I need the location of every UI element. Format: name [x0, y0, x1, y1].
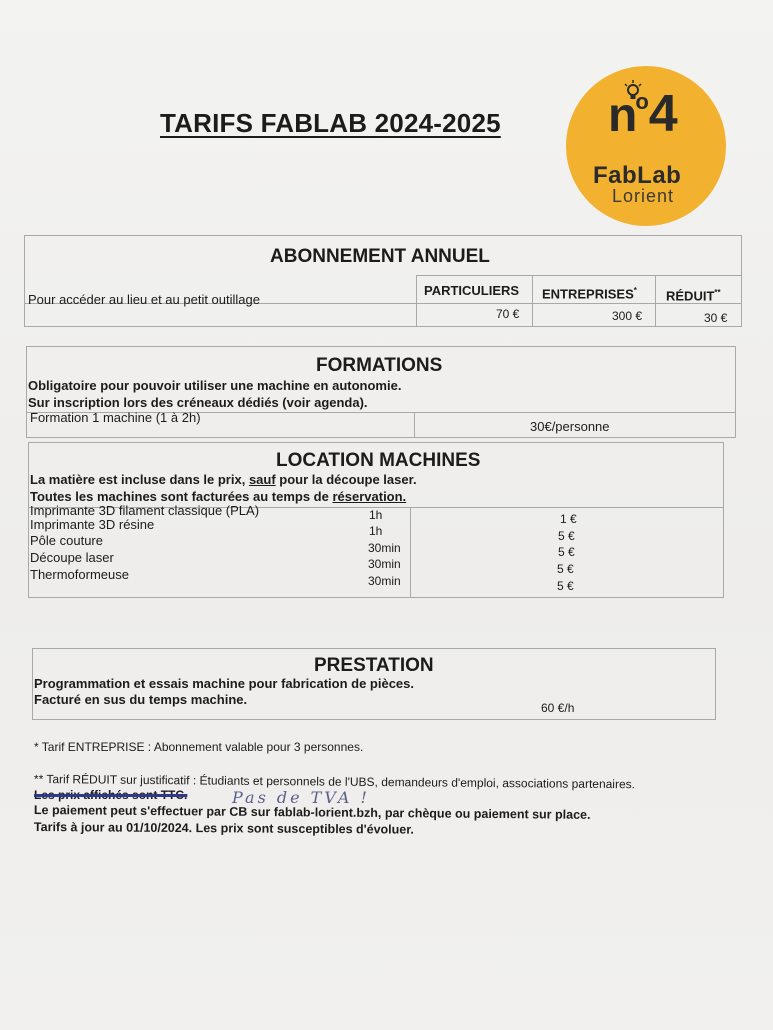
note-ttc-struck: Les prix affichés sont TTC.	[34, 788, 188, 802]
prestation-heading: PRESTATION	[314, 655, 434, 676]
note-paiement: Le paiement peut s'effectuer par CB sur fablab-lorient.bzh, par chèque ou paiement sur place.	[33, 803, 591, 822]
logo-n: n	[608, 89, 636, 142]
machine-name: Découpe laser	[30, 550, 114, 565]
logo-city: Lorient	[612, 186, 675, 206]
text-part-underlined: sauf	[248, 472, 276, 487]
col-label: RÉDUIT	[666, 288, 715, 304]
logo-o: o	[635, 89, 647, 114]
divider	[416, 275, 417, 327]
machine-price: 1 €	[560, 512, 577, 526]
machine-duration: 30min	[368, 574, 401, 588]
machine-duration: 30min	[368, 557, 401, 571]
col-label: ENTREPRISES	[542, 286, 634, 302]
machine-name: Thermoformeuse	[30, 567, 129, 582]
col-entreprises	[542, 286, 637, 301]
formation-row-label: Formation 1 machine (1 à 2h)	[30, 410, 201, 425]
divider	[410, 507, 411, 598]
location-line2	[30, 489, 406, 504]
col-mark: **	[714, 288, 721, 297]
logo-number	[608, 84, 676, 144]
price-reduit: 30 €	[704, 311, 728, 325]
machine-name: Imprimante 3D résine	[30, 517, 155, 532]
machine-duration: 1h	[369, 524, 383, 538]
formations-line1: Obligatoire pour pouvoir utiliser une machine en autonomie.	[28, 378, 402, 393]
location-heading: LOCATION MACHINES	[276, 450, 481, 471]
machine-name: Pôle couture	[30, 533, 103, 548]
machine-price: 5 €	[558, 545, 575, 559]
formations-heading: FORMATIONS	[316, 355, 443, 376]
col-particuliers	[424, 283, 519, 298]
abonnement-row-label: Pour accéder au lieu et au petit outillage	[28, 292, 260, 307]
text-part: pour la découpe laser.	[275, 472, 417, 487]
logo-digit: 4	[648, 85, 676, 143]
prestation-line1: Programmation et essais machine pour fabrication de pièces.	[34, 676, 415, 691]
prestation-line2: Facturé en sus du temps machine.	[34, 692, 248, 707]
divider	[414, 412, 415, 438]
price-entreprises: 300 €	[612, 309, 643, 323]
text-part-underlined: réservation.	[332, 489, 407, 504]
formation-row-price: 30€/personne	[530, 419, 610, 434]
price-particuliers: 70 €	[496, 307, 520, 321]
text-part: Toutes les machines sont facturées au temps de	[30, 489, 333, 504]
divider	[416, 275, 742, 276]
note-entreprise: * Tarif ENTREPRISE : Abonnement valable pour 3 personnes.	[34, 740, 364, 754]
note-handwritten: Pas de TVA !	[232, 788, 370, 807]
location-line1	[30, 472, 417, 487]
divider	[655, 275, 656, 327]
col-mark: *	[633, 286, 637, 295]
note-reduit: ** Tarif RÉDUIT sur justificatif : Étudiants et personnels de l'UBS, demandeurs d'emploi, associations partenaires.	[33, 772, 636, 792]
divider	[532, 275, 533, 327]
logo-name: FabLab	[593, 162, 682, 189]
machine-price: 5 €	[557, 562, 574, 576]
machine-price: 5 €	[557, 579, 574, 593]
prestation-price: 60 €/h	[541, 701, 575, 715]
col-reduit	[666, 288, 721, 303]
machine-duration: 1h	[369, 508, 383, 522]
abonnement-heading: ABONNEMENT ANNUEL	[270, 246, 490, 267]
page-title: TARIFS FABLAB 2024-2025	[160, 108, 501, 138]
machine-name: Imprimante 3D filament classique (PLA)	[30, 503, 260, 518]
text-part: La matière est incluse dans le prix,	[30, 472, 249, 487]
col-label: PARTICULIERS	[424, 283, 520, 298]
machine-price: 5 €	[558, 529, 575, 543]
machine-duration: 30min	[368, 541, 401, 555]
note-tarifs: Tarifs à jour au 01/10/2024. Les prix sont susceptibles d'évoluer.	[33, 820, 414, 837]
formations-line2: Sur inscription lors des créneaux dédiés (voir agenda).	[28, 395, 368, 410]
